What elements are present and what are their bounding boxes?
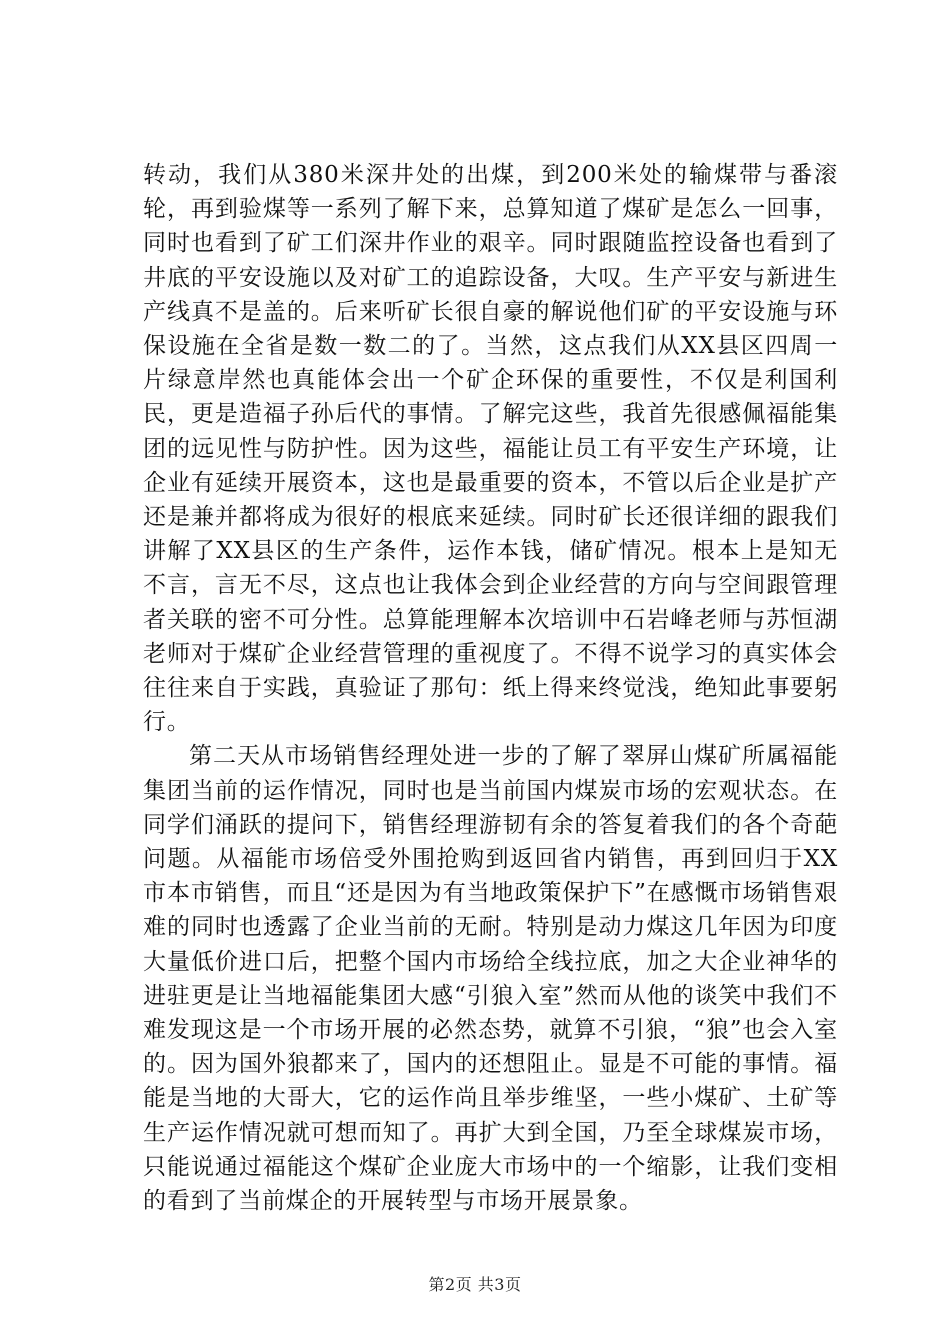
paragraph-2: 第二天从市场销售经理处进一步的了解了翠屏山煤矿所属福能集团当前的运作情况，同时也是当前国内煤炭市场的宏观状态。在同学们涌跃的提问下，销售经理游韧有余的答复着我们的各个奇葩问题。从福能市场倍受外围抢购到返回省内销售，再到回归于XX市本市销售，而且“还是因为有当地政策保护下”在感慨市场销售艰难的同时也透露了企业当前的无耐。特别是动力煤这几年因为印度大量低价进口后，把整个国内市场给全线拉底，加之大企业神华的进驻更是让当地福能集团大感“引狼入室”然而从他的谈笑中我们不难发现这是一个市场开展的必然态势，就算不引狼，“狼”也会入室的。因为国外狼都来了，国内的还想阻止。显是不可能的事情。福能是当地的大哥大，它的运作尚且举步维坚，一些小煤矿、土矿等生产运作情况就可想而知了。再扩大到全国，乃至全球煤炭市场，只能说通过福能这个煤矿企业庞大市场中的一个缩影，让我们变相的看到了当前煤企的开展转型与市场开展景象。 [143, 743, 838, 1215]
paragraph-1: 转动，我们从380米深井处的出煤，到200米处的输煤带与番滚轮，再到验煤等一系列了解下来，总算知道了煤矿是怎么一回事，同时也看到了矿工们深井作业的艰辛。同时跟随监控设备也看到了井底的平安设施以及对矿工的追踪设备，大叹。生产平安与新进生产线真不是盖的。后来听矿长很自豪的解说他们矿的平安设施与环保设施在全省是数一数二的了。当然，这点我们从XX县区四周一片绿意岸然也真能体会出一个矿企环保的重要性，不仅是利国利民，更是造福子孙后代的事情。了解完这些，我首先很感佩福能集团的远见性与防护性。因为这些，福能让员工有平安生产环境，让企业有延续开展资本，这也是最重要的资本，不管以后企业是扩产还是兼并都将成为很好的根底来延续。同时矿长还很详细的跟我们讲解了XX县区的生产条件，运作本钱，储矿情况。根本上是知无不言，言无不尽，这点也让我体会到企业经营的方向与空间跟管理者关联的密不可分性。总算能理解本次培训中石岩峰老师与苏恒湖老师对于煤矿企业经营管理的重视度了。不得不说学习的真实体会往往来自于实践，真验证了那句：纸上得来终觉浅，绝知此事要躬行。 [143, 162, 838, 736]
document-body [143, 158, 838, 1218]
page-number-footer: 第2页 共3页 [428, 1275, 522, 1294]
